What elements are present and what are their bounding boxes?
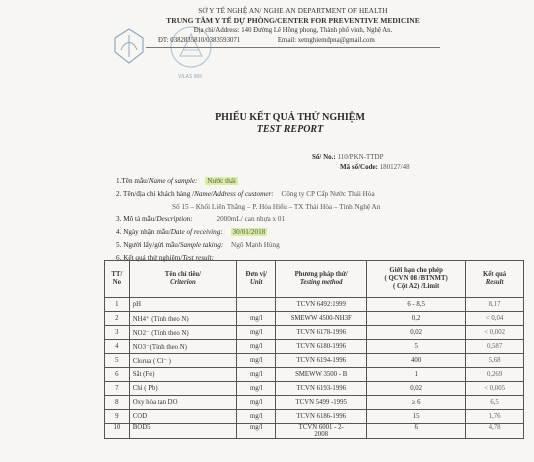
row-criterion: COD (129, 410, 236, 424)
table-row (105, 312, 524, 326)
row-limit: 6 (367, 424, 466, 439)
limit-header-vn: Giới hạn cho phép (389, 267, 443, 274)
row-no: 1 (105, 298, 130, 312)
customer-address: Số 15 – Khối Liên Thắng – P. Hòa Hiếu – TX Thái Hòa – Tỉnh Nghệ An (172, 202, 381, 211)
row-method: TCVN 6180-1996 (276, 340, 367, 354)
report-code-block (312, 152, 410, 172)
row-unit: mg/l (237, 396, 276, 410)
row-criterion: Clorua ( Cl⁻ ) (129, 354, 236, 368)
row-no: 2 (105, 312, 130, 326)
limit-header-col: ( Cột A2) /Limit (393, 283, 440, 290)
sample-name-label-en: Name of sample: (148, 177, 198, 185)
method-header-en: Testing method (299, 279, 343, 286)
report-number-label: Số/ No.: (312, 153, 336, 161)
sample-name-value: Nước thải (207, 177, 236, 185)
results-table (104, 260, 524, 439)
description-label: 3. Mô tả mẫu/ (116, 215, 157, 224)
row-result: 0,587 (466, 340, 524, 354)
row-criterion: BOD5 (129, 424, 236, 439)
row-method: TCVN 6186-1996 (276, 410, 367, 424)
row-method: TCVN 6193-1996 (276, 382, 367, 396)
table-row (105, 424, 524, 439)
row-method (276, 424, 367, 439)
row-method: TCVN 6492:1999 (276, 298, 367, 312)
row-criterion: Oxy hòa tan DO (129, 396, 236, 410)
row-unit: mg/l (237, 354, 276, 368)
row-unit: mg/l (237, 410, 276, 424)
email-text: Email: xetnghiemdpna@gmail.com (277, 37, 375, 44)
header-divider (146, 47, 440, 48)
col-method-header (276, 261, 367, 298)
row-result: 0,269 (466, 368, 524, 382)
table-row (105, 396, 524, 410)
table-header-row (105, 261, 524, 298)
sample-taking-label-en: Sample taking: (179, 240, 224, 249)
table-row (105, 340, 524, 354)
letterhead (128, 6, 458, 48)
result-header-vn: Kết quả (482, 271, 507, 278)
row-limit: 0,02 (367, 326, 466, 340)
row-unit (237, 298, 276, 312)
customer-label-en: Name/Address of customer: (194, 189, 274, 198)
criterion-header-en: Criterion (170, 279, 196, 286)
criterion-header-vn: Tên chỉ tiêu/ (164, 271, 202, 278)
row-method: TCVN 6178-1996 (276, 326, 367, 340)
row-criterion: NH4⁺ (Tính theo N) (129, 312, 236, 326)
test-result-label: 6. Kết quả thử nghiệm/ (116, 253, 183, 262)
row-no: 4 (105, 340, 130, 354)
report-number-value: 110/PKN-TTDP (337, 153, 384, 161)
row-limit: 6 - 8,5 (367, 298, 466, 312)
row-no: 6 (105, 368, 130, 382)
table-row (105, 382, 524, 396)
row-method: TCVN 5499 -1995 (276, 396, 367, 410)
description-label-en: Description: (156, 215, 193, 224)
row-unit: mg/l (237, 326, 276, 340)
row-limit: 0,02 (367, 382, 466, 396)
row-no: 7 (105, 382, 130, 396)
customer-value: Công ty CP Cấp Nước Thái Hòa (281, 189, 375, 198)
table-row (105, 298, 524, 312)
sample-name-label: 1.Tên mẫu/ (116, 177, 149, 185)
phone-text: ĐT: 0382835810/0383593071 (158, 37, 241, 44)
row-result: 4,78 (466, 424, 524, 439)
receiving-date-value: 30/01/2018 (232, 228, 266, 237)
col-criterion-header (129, 261, 236, 298)
row-result: 6,5 (466, 396, 524, 410)
row-result: 1,76 (466, 410, 524, 424)
sample-taking-label: 5. Người lấy/gửi mẫu/ (116, 240, 180, 249)
sample-info (116, 175, 380, 265)
row-criterion: NO2⁻ (Tính theo N) (129, 326, 236, 340)
sample-name-row (116, 175, 380, 188)
title-en: TEST REPORT (256, 124, 324, 135)
result-header-en: Result (485, 279, 504, 286)
unit-header-vn: Đơn vị/ (245, 271, 267, 278)
row-result: 5,68 (466, 354, 524, 368)
row-criterion: Chì ( Pb) (129, 382, 236, 396)
col-limit-header (367, 261, 466, 298)
row-no: 10 (105, 424, 130, 439)
row-limit: ≥ 6 (367, 396, 466, 410)
row-limit: 5 (367, 340, 466, 354)
row-result: 8,17 (466, 298, 524, 312)
row-limit: 15 (367, 410, 466, 424)
customer-row (116, 188, 380, 201)
row-limit: 0,2 (367, 312, 466, 326)
unit-header-en: Unit (249, 279, 263, 286)
row-criterion: pH (129, 298, 236, 312)
table-row (105, 326, 524, 340)
department-line: SỞ Y TẾ NGHỆ AN/ NGHE AN DEPARTMENT OF HEALTH (198, 7, 388, 15)
row-unit: mg/l (237, 340, 276, 354)
table-row (105, 368, 524, 382)
receiving-date-label-en: Date of receiving: (170, 228, 223, 237)
row-unit: mg/l (237, 424, 276, 439)
test-result-label-en: Test result: (182, 253, 215, 262)
limit-header-std: ( QCVN 08 /BTNMT) (384, 275, 448, 282)
table-row (105, 354, 524, 368)
row-unit: mg/l (237, 368, 276, 382)
address-line: Địa chỉ/Address: 140 Đường Lê Hồng phong, Thành phố vinh, Nghệ An. (193, 27, 393, 34)
row-no: 8 (105, 396, 130, 410)
col-no-header: TT/ No (105, 261, 130, 298)
row-limit: 400 (367, 354, 466, 368)
row-method-line1: TCVN 6001 - 2- (298, 424, 344, 431)
report-code-value: 180127/48 (379, 163, 410, 171)
sample-taking-row (116, 239, 380, 252)
report-code (312, 162, 410, 172)
table-row (105, 410, 524, 424)
row-criterion: NO3⁻(Tính theo N) (129, 340, 236, 354)
description-value: 2000mL/ can nhựa x 01 (216, 215, 286, 224)
row-method: SMEWW 3500 - B (276, 368, 367, 382)
row-limit: 1 (367, 368, 466, 382)
row-no: 9 (105, 410, 130, 424)
row-unit: mg/l (237, 312, 276, 326)
method-header-vn: Phương pháp thử/ (294, 271, 348, 278)
row-result: < 0,005 (466, 382, 524, 396)
row-method-line2: 2008 (314, 431, 328, 438)
sample-taking-value: Ngô Mạnh Hùng (231, 240, 280, 249)
contact-line (128, 36, 458, 46)
report-number (312, 152, 410, 162)
row-no: 3 (105, 326, 130, 340)
report-code-label: Mã số/Code: (340, 163, 378, 171)
row-no: 5 (105, 354, 130, 368)
row-method: SMEWW 4500-NH3F (276, 312, 367, 326)
vilas-logo-text: VILAS 969 (178, 74, 202, 80)
col-unit-header (237, 261, 276, 298)
col-result-header (466, 261, 524, 298)
row-unit: mg/l (237, 382, 276, 396)
receiving-date-row (116, 226, 380, 239)
receiving-date-label: 4. Ngày nhận mẫu/ (116, 228, 171, 237)
row-criterion: Sắt (Fe) (129, 368, 236, 382)
description-row (116, 213, 380, 226)
title-vn: PHIẾU KẾT QUẢ THỬ NGHIỆM (215, 112, 365, 123)
center-name: TRUNG TÂM Y TẾ DỰ PHÒNG/CENTER FOR PREVENTIVE MEDICINE (166, 16, 420, 25)
row-result: < 0,002 (466, 326, 524, 340)
customer-label: 2. Tên/địa chỉ khách hàng / (116, 189, 195, 198)
row-result: < 0,04 (466, 312, 524, 326)
row-method: TCVN 6194-1996 (276, 354, 367, 368)
report-title (170, 112, 410, 136)
